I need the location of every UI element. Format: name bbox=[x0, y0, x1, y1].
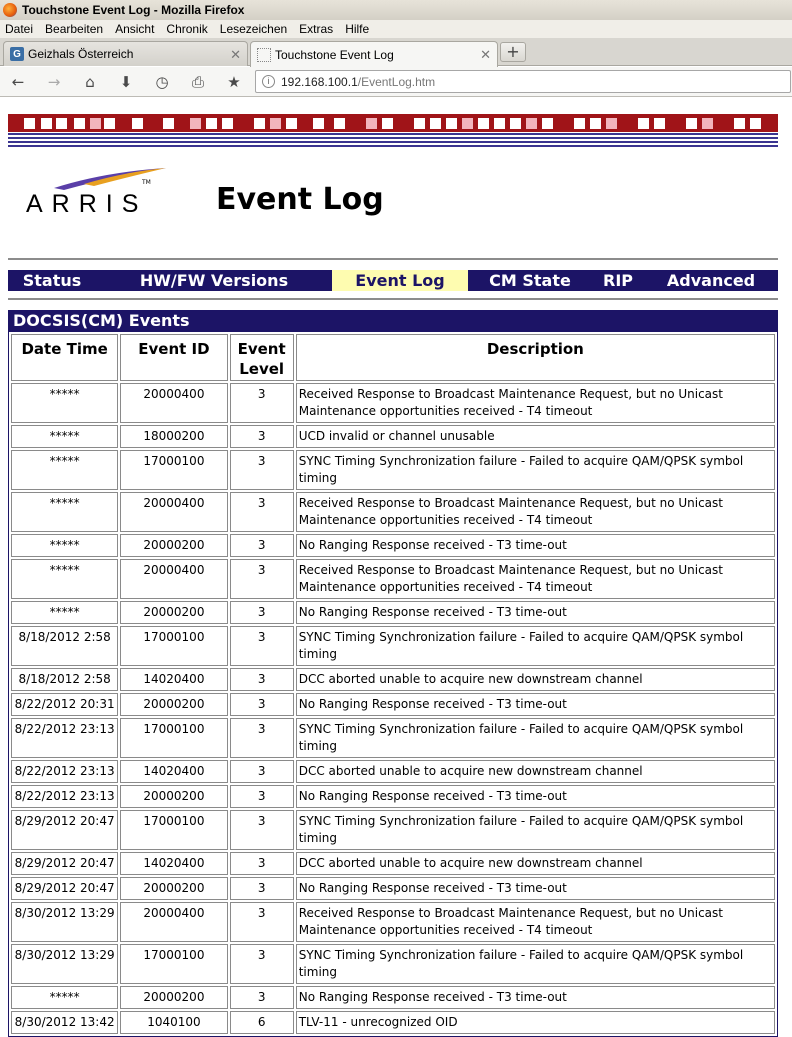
cell-event-id: 20000400 bbox=[120, 383, 227, 423]
table-row bbox=[11, 718, 775, 758]
main-nav bbox=[8, 270, 778, 291]
cell-description: UCD invalid or channel unusable bbox=[296, 425, 775, 448]
cell-event-id: 20000200 bbox=[120, 877, 227, 900]
cell-event-level: 3 bbox=[230, 559, 294, 599]
cell-event-id: 17000100 bbox=[120, 718, 227, 758]
cell-event-level: 3 bbox=[230, 601, 294, 624]
tab-geizhals[interactable] bbox=[3, 41, 248, 66]
cell-date-time: 8/30/2012 13:29 bbox=[11, 944, 118, 984]
cell-date-time: ***** bbox=[11, 534, 118, 557]
cell-date-time: 8/29/2012 20:47 bbox=[11, 877, 118, 900]
table-row bbox=[11, 944, 775, 984]
table-row bbox=[11, 492, 775, 532]
cell-event-id: 1040100 bbox=[120, 1011, 227, 1034]
url-host: 192.168.100.1 bbox=[281, 74, 358, 89]
divider bbox=[8, 298, 778, 300]
events-table bbox=[8, 332, 778, 1037]
cell-event-level: 3 bbox=[230, 450, 294, 490]
cell-date-time: 8/22/2012 23:13 bbox=[11, 718, 118, 758]
cell-event-level: 3 bbox=[230, 785, 294, 808]
nav-status[interactable]: Status bbox=[22, 271, 82, 290]
cell-description: No Ranging Response received - T3 time-out bbox=[296, 534, 775, 557]
nav-cm-state[interactable]: CM State bbox=[489, 271, 571, 290]
nav-rip[interactable]: RIP bbox=[603, 271, 633, 290]
table-row bbox=[11, 785, 775, 808]
cell-event-id: 18000200 bbox=[120, 425, 227, 448]
cell-event-id: 17000100 bbox=[120, 810, 227, 850]
cell-event-level: 3 bbox=[230, 944, 294, 984]
download-icon[interactable]: ⬇ bbox=[119, 73, 133, 91]
header-stripes bbox=[8, 133, 778, 147]
cell-event-id: 14020400 bbox=[120, 668, 227, 691]
arris-logo bbox=[24, 166, 174, 218]
firefox-icon bbox=[3, 3, 17, 17]
navigation-toolbar bbox=[0, 67, 792, 97]
cell-event-level: 3 bbox=[230, 760, 294, 783]
cell-description: No Ranging Response received - T3 time-out bbox=[296, 877, 775, 900]
cell-date-time: ***** bbox=[11, 986, 118, 1009]
table-row bbox=[11, 986, 775, 1009]
cell-date-time: 8/29/2012 20:47 bbox=[11, 810, 118, 850]
back-arrow-icon[interactable]: ← bbox=[11, 73, 25, 91]
cell-event-id: 20000400 bbox=[120, 492, 227, 532]
svg-text:TM: TM bbox=[142, 179, 151, 186]
cell-description: No Ranging Response received - T3 time-out bbox=[296, 693, 775, 716]
cell-event-level: 3 bbox=[230, 425, 294, 448]
cell-description: No Ranging Response received - T3 time-out bbox=[296, 601, 775, 624]
cell-date-time: ***** bbox=[11, 601, 118, 624]
cell-date-time: 8/22/2012 23:13 bbox=[11, 760, 118, 783]
menu-hilfe[interactable]: Hilfe bbox=[345, 22, 370, 36]
column-header-event-id: Event ID bbox=[120, 334, 227, 381]
cell-event-level: 3 bbox=[230, 810, 294, 850]
cell-description: No Ranging Response received - T3 time-out bbox=[296, 785, 775, 808]
cell-event-id: 20000200 bbox=[120, 534, 227, 557]
cell-description: SYNC Timing Synchronization failure - Failed to acquire QAM/QPSK symbol timing bbox=[296, 450, 775, 490]
cell-description: Received Response to Broadcast Maintenance Request, but no Unicast Maintenance opportunities received - T4 timeout bbox=[296, 559, 775, 599]
url-path: /EventLog.htm bbox=[357, 74, 436, 89]
cell-date-time: 8/18/2012 2:58 bbox=[11, 668, 118, 691]
cell-description: DCC aborted unable to acquire new downstream channel bbox=[296, 668, 775, 691]
close-tab-icon[interactable]: ✕ bbox=[230, 47, 241, 62]
nav-event-log[interactable]: Event Log bbox=[332, 270, 468, 291]
cell-event-level: 6 bbox=[230, 1011, 294, 1034]
cell-date-time: 8/30/2012 13:42 bbox=[11, 1011, 118, 1034]
cell-description: SYNC Timing Synchronization failure - Failed to acquire QAM/QPSK symbol timing bbox=[296, 626, 775, 666]
table-row bbox=[11, 1011, 775, 1034]
table-row bbox=[11, 877, 775, 900]
table-row bbox=[11, 668, 775, 691]
cell-event-level: 3 bbox=[230, 534, 294, 557]
table-row bbox=[11, 693, 775, 716]
cell-event-level: 3 bbox=[230, 492, 294, 532]
cell-date-time: 8/18/2012 2:58 bbox=[11, 626, 118, 666]
cell-event-level: 3 bbox=[230, 877, 294, 900]
table-row bbox=[11, 852, 775, 875]
page-title: Event Log bbox=[216, 182, 384, 217]
menu-chronik[interactable]: Chronik bbox=[166, 22, 208, 36]
divider bbox=[8, 258, 778, 260]
tab-label: Geizhals Österreich bbox=[28, 47, 134, 61]
cell-date-time: ***** bbox=[11, 559, 118, 599]
cell-event-level: 3 bbox=[230, 383, 294, 423]
cell-date-time: 8/29/2012 20:47 bbox=[11, 852, 118, 875]
nav-hw-fw-versions[interactable]: HW/FW Versions bbox=[139, 271, 289, 290]
close-tab-icon[interactable]: ✕ bbox=[480, 47, 491, 62]
cell-description: SYNC Timing Synchronization failure - Failed to acquire QAM/QPSK symbol timing bbox=[296, 718, 775, 758]
cell-description: TLV-11 - unrecognized OID bbox=[296, 1011, 775, 1034]
cell-date-time: ***** bbox=[11, 450, 118, 490]
cell-event-id: 14020400 bbox=[120, 852, 227, 875]
cell-event-level: 3 bbox=[230, 626, 294, 666]
cell-event-id: 17000100 bbox=[120, 944, 227, 984]
table-row bbox=[11, 534, 775, 557]
home-icon[interactable]: ⌂ bbox=[85, 73, 95, 91]
cell-event-level: 3 bbox=[230, 668, 294, 691]
header-banner bbox=[8, 114, 778, 132]
new-tab-button[interactable]: + bbox=[500, 42, 526, 62]
cell-date-time: 8/30/2012 13:29 bbox=[11, 902, 118, 942]
cell-description: DCC aborted unable to acquire new downstream channel bbox=[296, 760, 775, 783]
menu-extras[interactable]: Extras bbox=[299, 22, 334, 36]
column-header-date-time: Date Time bbox=[11, 334, 118, 381]
cell-description: Received Response to Broadcast Maintenance Request, but no Unicast Maintenance opportunities received - T4 timeout bbox=[296, 383, 775, 423]
cell-description: SYNC Timing Synchronization failure - Failed to acquire QAM/QPSK symbol timing bbox=[296, 810, 775, 850]
cell-event-id: 20000200 bbox=[120, 693, 227, 716]
cell-event-id: 20000200 bbox=[120, 785, 227, 808]
cell-event-id: 17000100 bbox=[120, 626, 227, 666]
events-section-title: DOCSIS(CM) Events bbox=[8, 310, 778, 332]
cell-date-time: ***** bbox=[11, 492, 118, 532]
cell-event-level: 3 bbox=[230, 902, 294, 942]
url-bar[interactable] bbox=[255, 70, 791, 93]
menu-datei[interactable]: Datei bbox=[5, 22, 34, 36]
cell-description: SYNC Timing Synchronization failure - Failed to acquire QAM/QPSK symbol timing bbox=[296, 944, 775, 984]
table-row bbox=[11, 601, 775, 624]
menu-ansicht[interactable]: Ansicht bbox=[115, 22, 155, 36]
nav-advanced[interactable]: Advanced bbox=[666, 271, 756, 290]
column-header-description: Description bbox=[296, 334, 775, 381]
menu-bar bbox=[0, 20, 792, 38]
print-icon[interactable]: ⎙ bbox=[191, 73, 204, 91]
cell-event-level: 3 bbox=[230, 852, 294, 875]
bookmark-icon[interactable]: ★ bbox=[227, 73, 241, 91]
cell-description: No Ranging Response received - T3 time-out bbox=[296, 986, 775, 1009]
cell-event-id: 20000400 bbox=[120, 902, 227, 942]
tab-event-log[interactable] bbox=[250, 41, 498, 67]
cell-event-id: 20000400 bbox=[120, 559, 227, 599]
forward-arrow-icon[interactable]: → bbox=[47, 73, 61, 91]
column-header-event-level: Event Level bbox=[230, 334, 294, 381]
table-row bbox=[11, 760, 775, 783]
table-row bbox=[11, 810, 775, 850]
logo-text: ARRIS bbox=[26, 190, 148, 218]
tab-bar bbox=[0, 38, 792, 66]
tab-label: Touchstone Event Log bbox=[275, 47, 394, 62]
cell-date-time: ***** bbox=[11, 425, 118, 448]
cell-event-id: 14020400 bbox=[120, 760, 227, 783]
table-row bbox=[11, 902, 775, 942]
cell-event-level: 3 bbox=[230, 693, 294, 716]
table-row bbox=[11, 559, 775, 599]
cell-date-time: ***** bbox=[11, 383, 118, 423]
table-row bbox=[11, 450, 775, 490]
table-row bbox=[11, 425, 775, 448]
page-content bbox=[0, 98, 792, 1029]
events-table-body bbox=[11, 383, 775, 1034]
cell-date-time: 8/22/2012 20:31 bbox=[11, 693, 118, 716]
table-header-row bbox=[11, 334, 775, 381]
window-titlebar bbox=[0, 0, 792, 20]
cell-description: Received Response to Broadcast Maintenance Request, but no Unicast Maintenance opportunities received - T4 timeout bbox=[296, 492, 775, 532]
menu-lesezeichen[interactable]: Lesezeichen bbox=[219, 22, 288, 36]
table-row bbox=[11, 626, 775, 666]
site-info-icon[interactable]: i bbox=[262, 75, 275, 88]
table-row bbox=[11, 383, 775, 423]
cell-event-id: 20000200 bbox=[120, 601, 227, 624]
geizhals-favicon-icon: G bbox=[10, 47, 24, 61]
window-title: Touchstone Event Log - Mozilla Firefox bbox=[22, 3, 245, 17]
cell-event-id: 20000200 bbox=[120, 986, 227, 1009]
cell-event-id: 17000100 bbox=[120, 450, 227, 490]
cell-date-time: 8/22/2012 23:13 bbox=[11, 785, 118, 808]
page-favicon-icon bbox=[257, 48, 271, 62]
cell-event-level: 3 bbox=[230, 718, 294, 758]
history-icon[interactable]: ◷ bbox=[155, 73, 169, 91]
cell-description: DCC aborted unable to acquire new downstream channel bbox=[296, 852, 775, 875]
cell-event-level: 3 bbox=[230, 986, 294, 1009]
cell-description: Received Response to Broadcast Maintenance Request, but no Unicast Maintenance opportunities received - T4 timeout bbox=[296, 902, 775, 942]
menu-bearbeiten[interactable]: Bearbeiten bbox=[45, 22, 104, 36]
